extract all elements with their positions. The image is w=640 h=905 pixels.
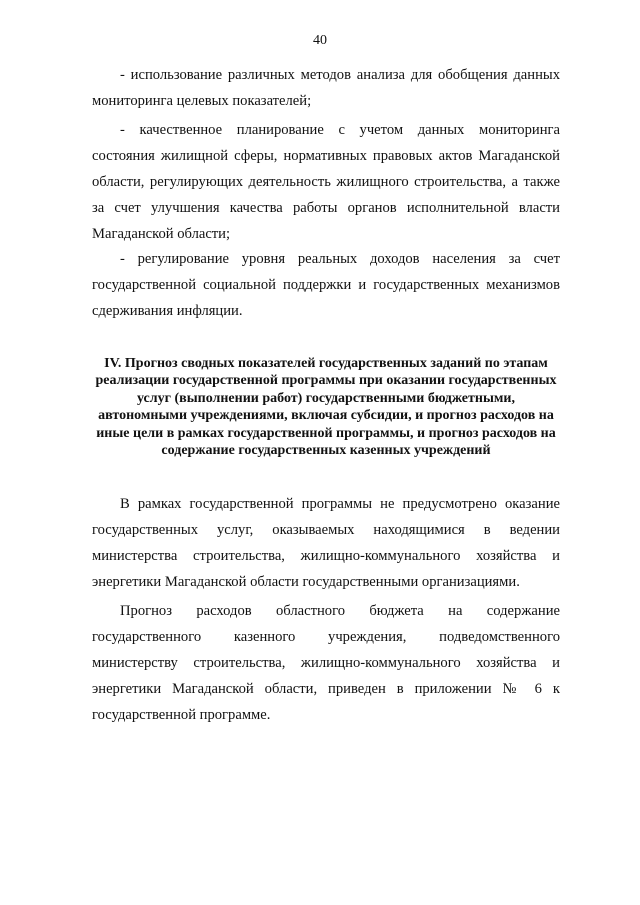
body-paragraph: В рамках государственной программы не предусмотрено оказание государственных услуг, оказываемых находящимися в ведении министерства строительства, жилищно-коммунального хозяйства и энергетики Магаданской области государственными организациями. (92, 496, 560, 590)
page-number: 40 (313, 33, 327, 48)
list-item: - использование различных методов анализа для обобщения данных мониторинга целевых показателей; (92, 67, 560, 109)
body-paragraph: Прогноз расходов областного бюджета на содержание государственного казенного учреждения, подведомственного министерству строительства, жилищно-коммунального хозяйства и энергетики Магаданской области, приведен в приложении № 6 к государственной программе. (92, 603, 560, 723)
list-item: - регулирование уровня реальных доходов населения за счет государственной социальной поддержки и государственных механизмов сдерживания инфляции. (92, 251, 560, 319)
section-heading: IV. Прогноз сводных показателей государственных заданий по этапам реализации государственной программы при оказании государственных услуг (выполнении работ) государственными бюджетными, автономными учреждениями, включая субсидии, и прогноз расходов на иные цели в рамках государственной программы, и прогноз расходов на содержание государственных казенных учреждений (95, 356, 557, 459)
list-item: - качественное планирование с учетом данных мониторинга состояния жилищной сферы, нормативных правовых актов Магаданской области, регулирующих деятельность жилищного строительства, а также за счет улучшения качества работы органов исполнительной власти Магаданской области; (92, 122, 560, 242)
